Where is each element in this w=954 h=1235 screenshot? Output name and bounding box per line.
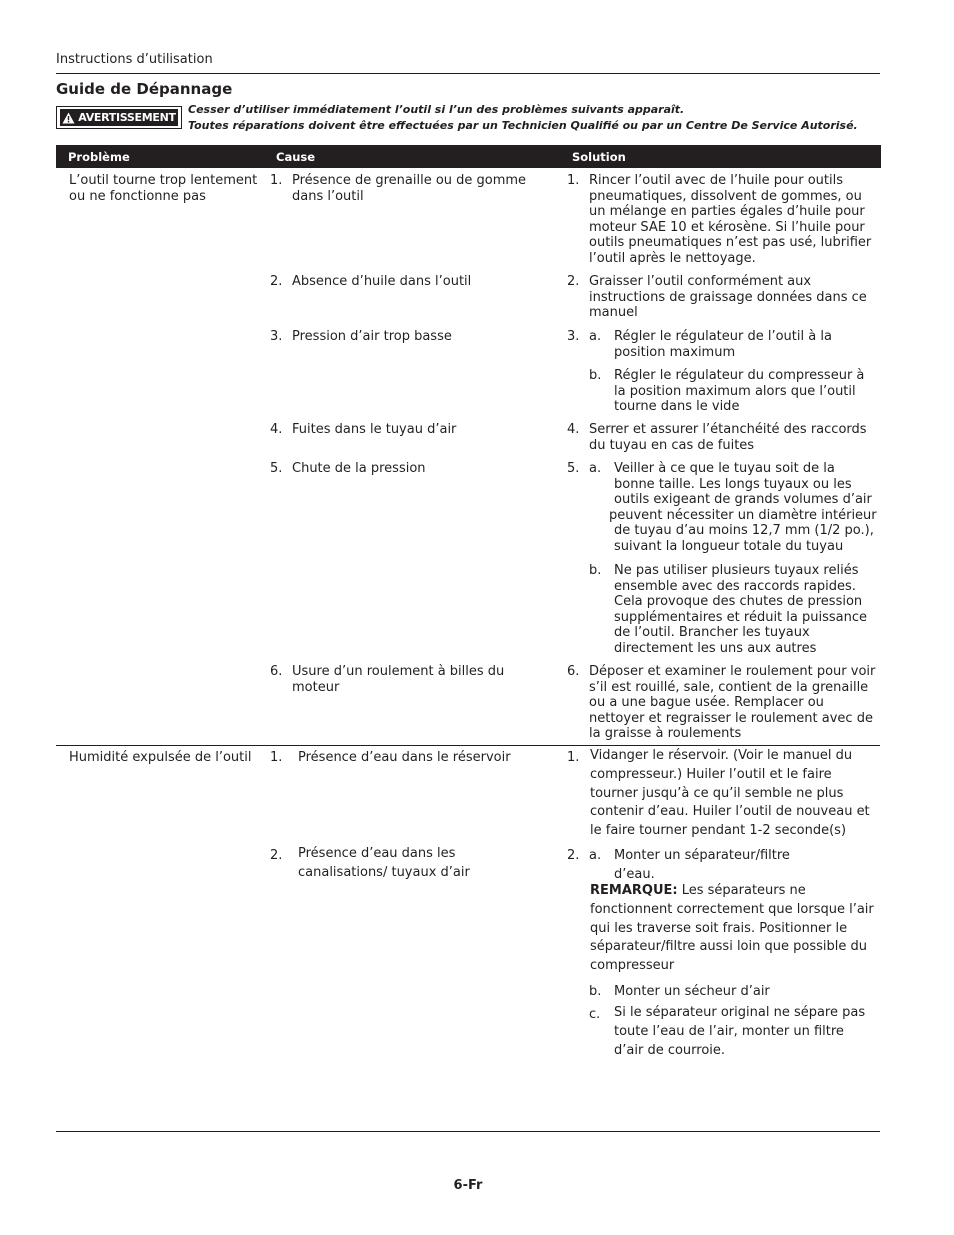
solution-5b-letter: b. — [589, 563, 602, 578]
warning-label: AVERTISSEMENT — [78, 111, 176, 124]
solution-1-number: 1. — [567, 173, 580, 188]
solution-2: Graisser l’outil conformément aux instructions de graissage données dans ce manuel — [589, 274, 867, 320]
solution-3a-letter: a. — [589, 329, 602, 344]
solution-2-2c: Si le séparateur original ne sépare pas toute l’eau de l’air, monter un filtre d’air de courroie. — [614, 1005, 866, 1058]
solution-4-number: 4. — [567, 422, 580, 437]
solution-2-2b: Monter un sécheur d’air — [614, 984, 770, 999]
solution-4: Serrer et assurer l’étanchéité des raccords du tuyau en cas de fuites — [589, 422, 867, 453]
solution-2-2a-line-2: d’eau. — [614, 867, 655, 882]
solution-5a-letter: a. — [589, 461, 602, 476]
warning-triangle-icon — [62, 112, 75, 124]
solution-2-1-number: 1. — [567, 750, 580, 765]
cause-6-number: 6. — [270, 664, 283, 679]
header-problem: Problème — [68, 150, 130, 164]
cause-4: Fuites dans le tuyau d’air — [292, 422, 457, 437]
cause-1-number: 1. — [270, 173, 283, 188]
cause-2-2-number: 2. — [270, 848, 283, 863]
cause-6: Usure d’un roulement à billes du moteur — [292, 664, 505, 695]
header-rule — [56, 73, 880, 74]
cause-2-2: Présence d’eau dans les canalisations/ tuyaux d’air — [298, 846, 470, 880]
header-solution: Solution — [572, 150, 626, 164]
section-title: Guide de Dépannage — [56, 80, 233, 98]
cause-2-number: 2. — [270, 274, 283, 289]
problem-2: Humidité expulsée de l’outil — [69, 750, 252, 765]
cause-2-1-number: 1. — [270, 750, 283, 765]
solution-3b-letter: b. — [589, 368, 602, 383]
page-number: 6-Fr — [453, 1178, 483, 1193]
solution-3-number: 3. — [567, 329, 580, 344]
warning-text — [188, 102, 858, 133]
solution-2-2a-line-1: Monter un séparateur/filtre — [614, 848, 790, 863]
solution-5a-line-1: Veiller à ce que le tuyau soit de la bonne taille. Les longs tuyaux ou les — [614, 461, 852, 492]
cause-3-number: 3. — [270, 329, 283, 344]
solution-2-number: 2. — [567, 274, 580, 289]
solution-6-number: 6. — [567, 664, 580, 679]
solution-5a-line-4: de tuyau d’au moins 12,7 mm (1/2 po.), suivant la longueur totale du tuyau — [614, 523, 874, 554]
solution-5a-line-2: outils exigeant de grands volumes d’air — [614, 492, 872, 507]
solution-5a-line-3: peuvent nécessiter un diamètre intérieur — [609, 508, 877, 523]
solution-3b: Régler le régulateur du compresseur à la position maximum alors que l’outil tourne dans le vide — [614, 368, 865, 414]
warning-line-2: Toutes réparations doivent être effectuées par un Technicien Qualifié ou par un Centre De Service Autorisé. — [188, 118, 858, 132]
cause-5-number: 5. — [270, 461, 283, 476]
warning-line-1: Cesser d’utiliser immédiatement l’outil si l’un des problèmes suivants apparaît. — [188, 103, 685, 116]
cause-5: Chute de la pression — [292, 461, 426, 476]
row-separator — [56, 745, 880, 746]
solution-6: Déposer et examiner le roulement pour voir s’il est rouillé, sale, contient de la grenaille ou a une bague usée. Remplacer ou nettoyer et regraisser le roulement avec de la graisse à roulements — [589, 664, 876, 741]
note-label: REMARQUE: — [590, 883, 678, 898]
cause-2: Absence d’huile dans l’outil — [292, 274, 472, 289]
warning-badge — [56, 106, 182, 129]
solution-2-2a-letter: a. — [589, 848, 602, 863]
solution-2-2c-letter: c. — [589, 1007, 601, 1022]
solution-1: Rincer l’outil avec de l’huile pour outils pneumatiques, dissolvent de gommes, ou un mélange en parties égales d’huile pour moteur SAE 10 et kérosène. Si l’huile pour outils pneumatiques n’est pas usé, lubrifier l’outil après le nettoyage. — [589, 173, 872, 266]
solution-5b: Ne pas utiliser plusieurs tuyaux reliés ensemble avec des raccords rapides. Cela provoque des chutes de pression supplémentaires et réduit la puissance de l’outil. Brancher les tuyaux directement les uns aux autres — [614, 563, 867, 656]
cause-2-1: Présence d’eau dans le réservoir — [298, 750, 511, 765]
cause-3: Pression d’air trop basse — [292, 329, 452, 344]
solution-3a: Régler le régulateur de l’outil à la position maximum — [614, 329, 832, 360]
header-cause: Cause — [276, 150, 316, 164]
table-header — [56, 145, 881, 168]
running-header: Instructions d’utilisation — [56, 52, 213, 67]
solution-2-2-number: 2. — [567, 848, 580, 863]
problem-1: L’outil tourne trop lentement ou ne fonctionne pas — [69, 173, 258, 204]
solution-5-number: 5. — [567, 461, 580, 476]
note-text: Les séparateurs ne fonctionnent correctement que lorsque l’air qui les traverse soit frais. Positionner le séparateur/filtre aussi loin que possible du compresseur — [590, 883, 874, 974]
solution-2-2b-letter: b. — [589, 984, 602, 999]
cause-1: Présence de grenaille ou de gomme dans l’outil — [292, 173, 527, 204]
solution-2-2-note — [590, 882, 875, 976]
footer-rule — [56, 1131, 880, 1132]
solution-2-1: Vidanger le réservoir. (Voir le manuel du compresseur.) Huiler l’outil et le faire tourner jusqu’à ce qu’il semble ne plus contenir d’eau. Huiler l’outil de nouveau et le faire tourner pendant 1-2 seconde(s) — [590, 748, 870, 839]
cause-4-number: 4. — [270, 422, 283, 437]
